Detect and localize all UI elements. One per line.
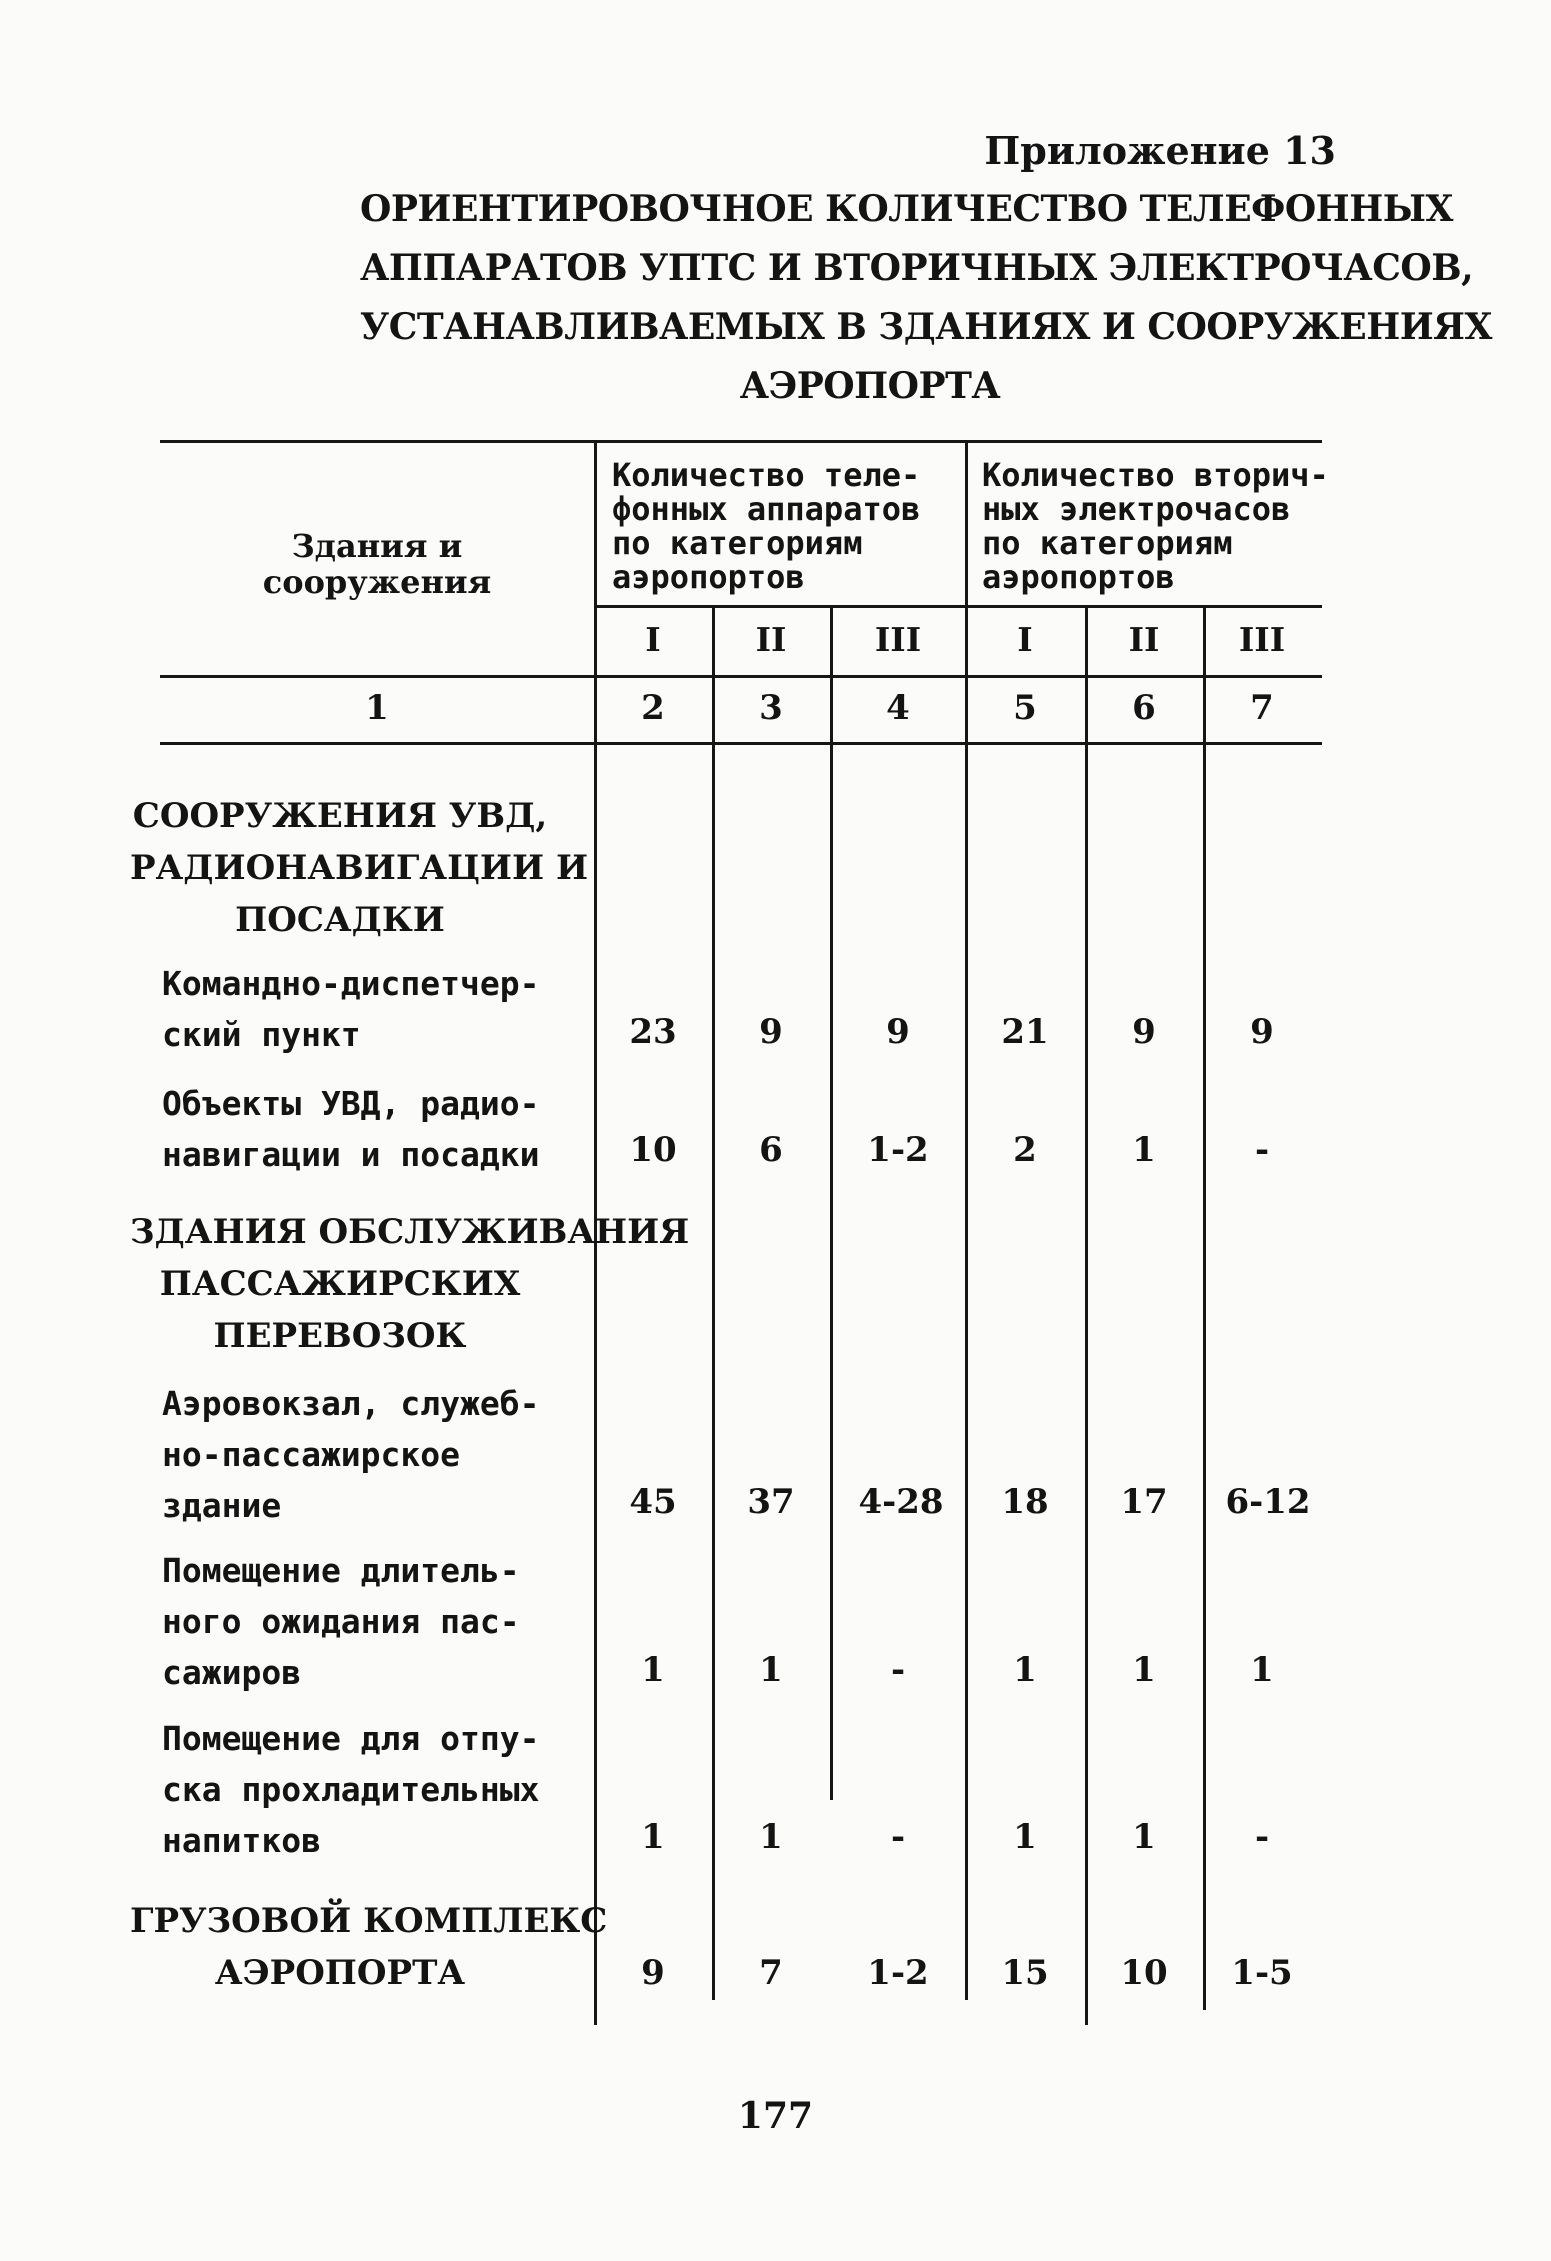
table-cell: 18 bbox=[1001, 1482, 1049, 1522]
table-cell: 1 bbox=[641, 1817, 665, 1857]
table-cell: 7 bbox=[759, 1953, 783, 1993]
header-clocks bbox=[982, 458, 1329, 594]
table-cell: 9 bbox=[1250, 1012, 1274, 1052]
row-label-line: Аэровокзал, служеб- bbox=[162, 1384, 540, 1423]
title-line: ОРИЕНТИРОВОЧНОЕ КОЛИЧЕСТВО ТЕЛЕФОННЫХ bbox=[360, 188, 1453, 230]
header-buildings-line: сооружения bbox=[262, 563, 492, 601]
table-cell: 6 bbox=[759, 1130, 783, 1170]
column-number: 3 bbox=[759, 688, 783, 728]
section-heading-line: ГРУЗОВОЙ КОМПЛЕКС bbox=[130, 1901, 608, 1941]
row-label bbox=[162, 958, 540, 1060]
table-cell: 1-2 bbox=[867, 1953, 929, 1993]
table-cell: 2 bbox=[1013, 1130, 1037, 1170]
header-phones bbox=[612, 458, 920, 594]
column-number: 6 bbox=[1132, 688, 1156, 728]
header-clocks-line: Количество вторич- bbox=[982, 456, 1329, 494]
row-label bbox=[162, 1545, 520, 1698]
row-label-line: напитков bbox=[162, 1821, 321, 1860]
category-phones-2: II bbox=[755, 620, 787, 659]
table-cell: 10 bbox=[1120, 1953, 1168, 1993]
header-clocks-line: по категориям bbox=[982, 524, 1233, 562]
row-label-line: сажиров bbox=[162, 1653, 302, 1692]
column-number: 1 bbox=[365, 688, 389, 728]
column-number: 4 bbox=[886, 688, 910, 728]
table-cell: 1 bbox=[1132, 1650, 1156, 1690]
appendix-label: Приложение 13 bbox=[984, 128, 1336, 173]
row-label-line: Помещение для отпу- bbox=[162, 1719, 540, 1758]
table-cell: 1 bbox=[1013, 1817, 1037, 1857]
table-cell: 17 bbox=[1120, 1482, 1168, 1522]
col-divider-6 bbox=[1203, 605, 1206, 2010]
title-line: АЭРОПОРТА bbox=[739, 365, 1001, 407]
col-divider-5 bbox=[1085, 605, 1088, 2025]
column-number: 2 bbox=[641, 688, 665, 728]
table-cell: - bbox=[1254, 1130, 1270, 1170]
title-line: УСТАНАВЛИВАЕМЫХ В ЗДАНИЯХ И СООРУЖЕНИЯХ bbox=[360, 306, 1492, 348]
table-cell: - bbox=[890, 1817, 906, 1857]
table-cell: 9 bbox=[759, 1012, 783, 1052]
col-divider-3 bbox=[830, 605, 833, 1800]
row-label bbox=[162, 1713, 540, 1866]
section-heading bbox=[130, 1206, 690, 1362]
header-buildings-line: Здания и bbox=[291, 527, 463, 565]
table-cell: 21 bbox=[1001, 1012, 1049, 1052]
table-cell: 1 bbox=[1132, 1130, 1156, 1170]
table-cell: 1-5 bbox=[1231, 1953, 1293, 1993]
section-heading-line: ПЕРЕВОЗОК bbox=[213, 1316, 467, 1356]
table-cell: 1 bbox=[1013, 1650, 1037, 1690]
header-rule bbox=[160, 675, 1322, 678]
table-cell: 4-28 bbox=[858, 1482, 944, 1522]
table-cell: 23 bbox=[629, 1012, 677, 1052]
header-buildings bbox=[160, 528, 594, 600]
table-cell: 1 bbox=[641, 1650, 665, 1690]
row-label-line: Помещение длитель- bbox=[162, 1551, 520, 1590]
table-cell: 9 bbox=[886, 1012, 910, 1052]
table-cell: 1 bbox=[1132, 1817, 1156, 1857]
row-label-line: навигации и посадки bbox=[162, 1135, 540, 1174]
row-label bbox=[162, 1378, 540, 1531]
section-heading-line: ПАССАЖИРСКИХ bbox=[159, 1264, 521, 1304]
row-label-line: но-пассажирское bbox=[162, 1435, 461, 1474]
table-cell: 6-12 bbox=[1225, 1482, 1311, 1522]
table-cell: - bbox=[1254, 1817, 1270, 1857]
column-number: 5 bbox=[1013, 688, 1037, 728]
section-heading bbox=[130, 1895, 608, 1999]
row-label-line: ного ожидания пас- bbox=[162, 1602, 520, 1641]
category-clocks-3: III bbox=[1238, 620, 1286, 659]
table-cell: - bbox=[890, 1650, 906, 1690]
table-cell: 37 bbox=[747, 1482, 795, 1522]
row-label bbox=[162, 1078, 540, 1180]
header-phones-line: по категориям bbox=[612, 524, 863, 562]
table-cell: 9 bbox=[1132, 1012, 1156, 1052]
row-label-line: ска прохладительных bbox=[162, 1770, 540, 1809]
table-cell: 1 bbox=[1250, 1650, 1274, 1690]
col-divider-2 bbox=[712, 605, 715, 2000]
table-cell: 1-2 bbox=[867, 1130, 929, 1170]
section-heading-line: АЭРОПОРТА bbox=[214, 1953, 466, 1993]
section-heading bbox=[130, 790, 589, 946]
page-number: 177 bbox=[737, 2095, 814, 2137]
section-heading-line: СООРУЖЕНИЯ УВД, bbox=[132, 796, 548, 836]
category-phones-3: III bbox=[874, 620, 922, 659]
column-number-rule bbox=[160, 742, 1322, 745]
header-phones-line: Количество теле- bbox=[612, 456, 921, 494]
table-cell: 1 bbox=[759, 1650, 783, 1690]
header-group-rule bbox=[595, 605, 1322, 608]
header-phones-line: аэропортов bbox=[612, 558, 805, 596]
header-phones-line: фонных аппаратов bbox=[612, 490, 921, 528]
table-cell: 10 bbox=[629, 1130, 677, 1170]
header-clocks-line: ных электрочасов bbox=[982, 490, 1291, 528]
header-clocks-line: аэропортов bbox=[982, 558, 1175, 596]
table-cell: 45 bbox=[629, 1482, 677, 1522]
row-label-line: здание bbox=[162, 1486, 282, 1525]
table-cell: 15 bbox=[1001, 1953, 1049, 1993]
category-phones-1: I bbox=[645, 620, 661, 659]
section-heading-line: ПОСАДКИ bbox=[235, 900, 445, 940]
section-heading-line: РАДИОНАВИГАЦИИ И bbox=[130, 848, 589, 888]
category-clocks-1: I bbox=[1017, 620, 1033, 659]
title-line: АППАРАТОВ УПТС И ВТОРИЧНЫХ ЭЛЕКТРОЧАСОВ, bbox=[360, 247, 1474, 289]
row-label-line: ский пункт bbox=[162, 1015, 361, 1054]
column-number: 7 bbox=[1250, 688, 1274, 728]
section-heading-line: ЗДАНИЯ ОБСЛУЖИВАНИЯ bbox=[130, 1212, 690, 1252]
row-label-line: Командно-диспетчер- bbox=[162, 964, 540, 1003]
table-cell: 9 bbox=[641, 1953, 665, 1993]
category-clocks-2: II bbox=[1128, 620, 1160, 659]
table-cell: 1 bbox=[759, 1817, 783, 1857]
row-label-line: Объекты УВД, радио- bbox=[162, 1084, 540, 1123]
table-top-rule bbox=[160, 440, 1322, 443]
col-divider-4 bbox=[965, 440, 968, 2000]
